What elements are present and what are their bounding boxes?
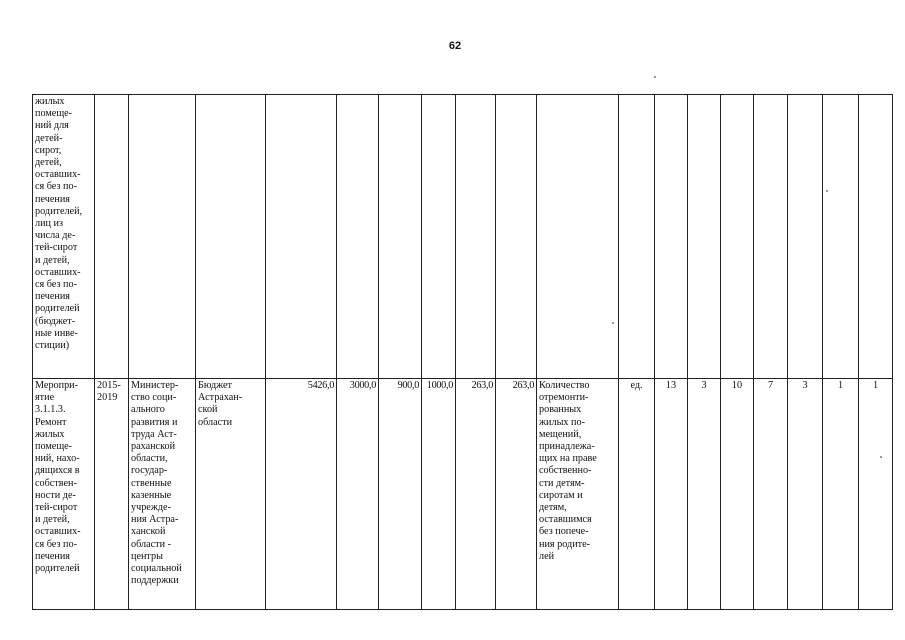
year-cell (337, 95, 379, 379)
period-cell (95, 95, 129, 379)
unit-cell: ед. (619, 379, 655, 610)
executor-cell: Министер- ство соци- ального развития и труда Аст- раханской области, государ- ственные казенные учрежде- ния Астра- ханской области - центры социальной поддержки (129, 379, 196, 610)
executor-cell (129, 95, 196, 379)
scan-speck (612, 322, 614, 324)
source-cell: Бюджет Астрахан- ской области (196, 379, 266, 610)
value-cell: 7 (754, 379, 788, 610)
event-cell: жилых помеще- ний для детей- сирот, детей, оставших- ся без по- печения родителей, лиц из числа де- тей-сирот и детей, оставших- ся без по- печения родителей (бюджет- ные инве- стиции) (33, 95, 95, 379)
year-cell: 3000,0 (337, 379, 379, 610)
unit-cell (619, 95, 655, 379)
value-cell (688, 95, 721, 379)
source-cell (196, 95, 266, 379)
value-cell (859, 95, 893, 379)
value-cell (754, 95, 788, 379)
year-cell (456, 95, 496, 379)
indicator-cell (537, 95, 619, 379)
scan-speck (654, 76, 656, 78)
year-cell (496, 95, 537, 379)
scan-speck (880, 456, 882, 458)
page-number: 62 (448, 40, 462, 52)
value-cell: 10 (721, 379, 754, 610)
value-cell: 3 (688, 379, 721, 610)
total-cell (266, 95, 337, 379)
value-cell: 3 (788, 379, 823, 610)
value-cell (655, 95, 688, 379)
year-cell (379, 95, 422, 379)
year-cell: 1000,0 (422, 379, 456, 610)
value-cell (788, 95, 823, 379)
table-row (33, 379, 893, 610)
year-cell: 900,0 (379, 379, 422, 610)
event-cell: Меропри- ятие 3.1.1.3. Ремонт жилых помеще- ний, нахо- дящихся в собствен- ности де- тей-сирот и детей, оставших- ся без по- печения родителей (33, 379, 95, 610)
period-cell: 2015- 2019 (95, 379, 129, 610)
value-cell: 1 (823, 379, 859, 610)
year-cell: 263,0 (496, 379, 537, 610)
year-cell (422, 95, 456, 379)
program-table (32, 94, 893, 610)
total-cell: 5426,0 (266, 379, 337, 610)
year-cell: 263,0 (456, 379, 496, 610)
value-cell: 13 (655, 379, 688, 610)
table-row (33, 95, 893, 379)
indicator-cell: Количество отремонти- рованных жилых по- мещений, принадлежа- щих на праве собственно- сти детям- сиротам и детям, оставшимся без попече- ния родите- лей (537, 379, 619, 610)
value-cell (721, 95, 754, 379)
value-cell (823, 95, 859, 379)
value-cell: 1 (859, 379, 893, 610)
scan-speck (826, 190, 828, 192)
